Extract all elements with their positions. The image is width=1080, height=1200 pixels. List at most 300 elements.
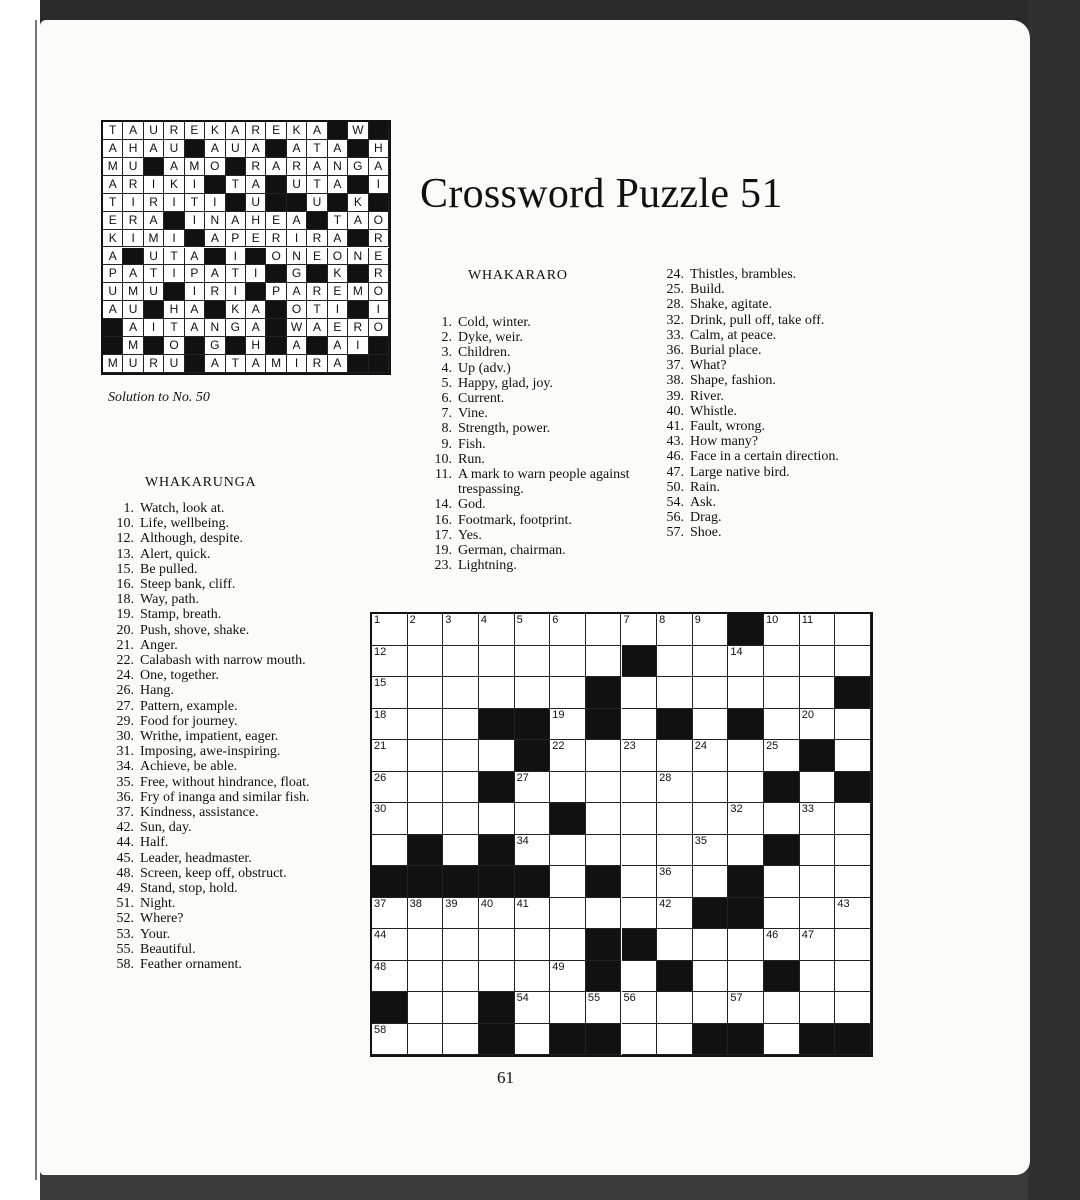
answer-square[interactable] [550,677,586,709]
solution-letter-cell: R [348,319,368,337]
clue-text: Leader, headmaster. [140,850,252,866]
clue-number: 11. [435,467,452,483]
clue-item [418,391,642,406]
answer-square[interactable] [835,709,871,741]
answer-square[interactable] [835,961,871,993]
answer-square[interactable] [586,835,622,867]
answer-square[interactable] [622,961,658,993]
answer-square[interactable] [800,677,836,709]
answer-square[interactable] [372,772,408,804]
black-square [835,1024,871,1056]
clue-number: 44. [116,835,134,851]
answer-square[interactable] [693,772,729,804]
black-square [693,898,729,930]
answer-square[interactable] [550,646,586,678]
answer-square[interactable] [372,803,408,835]
solution-letter-cell: I [287,230,307,248]
answer-square[interactable] [550,614,586,646]
answer-square[interactable] [693,677,729,709]
answer-square[interactable] [728,803,764,835]
answer-square[interactable] [835,835,871,867]
clue-item [100,820,332,835]
clue-item [418,376,642,391]
black-square [622,646,658,678]
answer-square[interactable] [443,709,479,741]
answer-square[interactable] [479,677,515,709]
solution-letter-cell: I [144,176,164,194]
solution-black-cell [144,158,164,176]
clue-number: 45. [116,850,134,866]
solution-letter-cell: O [369,212,389,230]
answer-square[interactable] [657,740,693,772]
answer-square[interactable] [657,1024,693,1056]
clue-item [100,699,332,714]
solution-letter-cell: A [185,301,205,319]
answer-square[interactable] [800,992,836,1024]
clue-item [650,525,874,540]
clue-item [650,389,874,404]
answer-square[interactable] [372,646,408,678]
solution-black-cell [369,122,389,140]
answer-square[interactable] [515,898,551,930]
answer-square[interactable] [372,614,408,646]
clue-number: 8. [441,421,452,437]
clue-number: 57. [666,525,684,541]
answer-square[interactable] [800,709,836,741]
answer-square[interactable] [657,677,693,709]
answer-square[interactable] [764,898,800,930]
answer-square[interactable] [479,740,515,772]
clue-text: Shoe. [690,525,722,541]
solution-letter-cell: M [123,337,143,355]
answer-square[interactable] [550,898,586,930]
answer-square[interactable] [693,614,729,646]
clue-number: 9. [441,436,452,452]
answer-square[interactable] [622,992,658,1024]
answer-square[interactable] [408,961,444,993]
solution-letter-cell: O [164,337,184,355]
answer-square[interactable] [586,740,622,772]
answer-square[interactable] [835,929,871,961]
answer-square[interactable] [443,961,479,993]
answer-square[interactable] [764,677,800,709]
solution-letter-cell: A [266,158,286,176]
answer-square[interactable] [657,772,693,804]
solution-letter-cell: K [328,265,348,283]
answer-square[interactable] [764,740,800,772]
clue-text: Shake, agitate. [690,297,773,313]
solution-letter-cell: T [226,355,246,373]
black-square [479,772,515,804]
answer-square[interactable] [443,898,479,930]
clue-text: Although, despite. [140,531,244,547]
answer-square[interactable] [657,866,693,898]
answer-square[interactable] [693,835,729,867]
answer-square[interactable] [657,646,693,678]
clue-text: Night. [140,896,176,912]
answer-square[interactable] [693,646,729,678]
answer-square[interactable] [443,614,479,646]
answer-square[interactable] [622,898,658,930]
answer-square[interactable] [835,866,871,898]
answer-square[interactable] [800,646,836,678]
solution-black-cell [348,176,368,194]
answer-square[interactable] [550,866,586,898]
answer-square[interactable] [479,614,515,646]
clue-item [100,531,332,546]
clue-text: One, together. [140,668,219,684]
clue-number: 30. [116,729,134,745]
solution-letter-cell: R [205,283,225,301]
clue-text: Way, path. [140,592,200,608]
clue-text: Watch, look at. [140,501,225,516]
answer-square[interactable] [408,709,444,741]
clue-item [650,510,874,525]
solution-letter-cell: P [226,230,246,248]
answer-square[interactable] [835,803,871,835]
answer-square[interactable] [728,992,764,1024]
clue-number-label: 46 [766,929,779,941]
answer-square[interactable] [657,929,693,961]
solution-black-cell [348,301,368,319]
answer-square[interactable] [408,646,444,678]
answer-square[interactable] [622,866,658,898]
answer-square[interactable] [515,961,551,993]
answer-square[interactable] [372,961,408,993]
answer-square[interactable] [550,709,586,741]
solution-black-cell [226,194,246,212]
solution-black-cell [369,194,389,212]
clue-number: 17. [434,527,452,543]
answer-square[interactable] [408,1024,444,1056]
answer-square[interactable] [693,740,729,772]
answer-square[interactable] [728,740,764,772]
clue-number: 36. [666,343,684,359]
clue-item [100,729,332,744]
solution-black-cell [266,140,286,158]
solution-black-cell [144,337,164,355]
answer-square[interactable] [764,709,800,741]
solution-letter-cell: P [266,283,286,301]
solution-letter-cell: N [328,158,348,176]
answer-square[interactable] [443,992,479,1024]
clue-number: 36. [116,789,134,805]
solution-black-cell [103,319,123,337]
answer-square[interactable] [372,835,408,867]
answer-square[interactable] [586,614,622,646]
solution-letter-cell: O [266,248,286,266]
clue-number-label: 35 [694,834,708,847]
answer-square[interactable] [728,772,764,804]
solution-letter-cell: T [226,265,246,283]
solution-letter-cell: K [103,230,123,248]
answer-square[interactable] [586,898,622,930]
answer-square[interactable] [479,961,515,993]
answer-square[interactable] [479,929,515,961]
solution-black-cell [266,176,286,194]
solution-letter-cell: U [123,355,143,373]
clue-number: 39. [666,388,684,404]
answer-square[interactable] [515,614,551,646]
answer-square[interactable] [408,929,444,961]
answer-square[interactable] [586,803,622,835]
answer-square[interactable] [443,929,479,961]
answer-square[interactable] [622,772,658,804]
answer-square[interactable] [515,835,551,867]
solution-letter-cell: N [205,212,225,230]
answer-square[interactable] [586,992,622,1024]
clue-item [650,313,874,328]
answer-square[interactable] [764,1024,800,1056]
answer-square[interactable] [515,772,551,804]
answer-square[interactable] [443,803,479,835]
clue-number-label: 28 [659,771,672,784]
answer-square[interactable] [764,866,800,898]
clue-number-label: 33 [801,803,814,815]
solution-letter-cell: A [103,140,123,158]
answer-square[interactable] [800,835,836,867]
solution-black-cell [307,337,327,355]
answer-square[interactable] [800,803,836,835]
answer-square[interactable] [515,929,551,961]
answer-square[interactable] [586,772,622,804]
answer-square[interactable] [479,898,515,930]
clue-item [650,267,874,282]
answer-square[interactable] [408,898,444,930]
black-square [764,961,800,993]
solution-letter-cell: G [287,265,307,283]
clue-item [100,851,332,866]
answer-square[interactable] [693,709,729,741]
answer-square[interactable] [800,866,836,898]
answer-square[interactable] [835,992,871,1024]
answer-square[interactable] [550,929,586,961]
answer-square[interactable] [622,1024,658,1056]
clue-item [100,911,332,926]
clue-number-label: 19 [552,708,565,721]
answer-square[interactable] [764,803,800,835]
solution-letter-cell: G [348,158,368,176]
clue-number-label: 39 [445,897,458,910]
clue-text: Hang. [140,683,174,699]
answer-square[interactable] [657,803,693,835]
answer-square[interactable] [728,646,764,678]
answer-square[interactable] [408,772,444,804]
clue-number: 1. [123,501,134,516]
answer-square[interactable] [800,614,836,646]
answer-square[interactable] [515,992,551,1024]
clue-text: Where? [140,911,184,927]
answer-square[interactable] [586,646,622,678]
solution-letter-cell: A [328,337,348,355]
answer-square[interactable] [372,929,408,961]
answer-square[interactable] [764,929,800,961]
answer-square[interactable] [657,614,693,646]
answer-square[interactable] [372,1024,408,1056]
black-square [550,803,586,835]
solution-letter-cell: A [348,212,368,230]
solution-letter-cell: A [103,301,123,319]
clue-text: Beautiful. [140,941,196,957]
answer-square[interactable] [835,646,871,678]
clue-number: 2. [441,330,452,346]
answer-square[interactable] [408,992,444,1024]
clue-item [650,480,874,495]
solution-black-cell [328,122,348,140]
answer-square[interactable] [835,614,871,646]
answer-square[interactable] [764,646,800,678]
black-square [693,1024,729,1056]
black-square [800,740,836,772]
clue-number: 31. [116,744,134,760]
solution-letter-cell: T [328,212,348,230]
clue-number-label: 15 [374,677,387,689]
solution-letter-cell: A [226,212,246,230]
answer-square[interactable] [479,803,515,835]
answer-square[interactable] [550,961,586,993]
clue-number-label: 54 [516,992,529,1004]
clue-item [418,497,642,512]
clue-text: Calm, at peace. [690,327,777,343]
page-number: 61 [497,1068,514,1087]
answer-square[interactable] [800,961,836,993]
answer-square[interactable] [728,835,764,867]
black-square [515,866,551,898]
clue-item [100,759,332,774]
answer-square[interactable] [622,677,658,709]
answer-square[interactable] [728,677,764,709]
answer-square[interactable] [800,772,836,804]
solution-letter-cell: A [205,355,225,373]
answer-square[interactable] [443,772,479,804]
answer-square[interactable] [550,772,586,804]
answer-square[interactable] [550,835,586,867]
clue-item [650,449,874,464]
answer-square[interactable] [550,740,586,772]
solution-letter-cell: R [307,355,327,373]
solution-letter-cell: A [185,319,205,337]
clue-number: 23. [434,558,452,574]
answer-square[interactable] [622,709,658,741]
solution-letter-cell: M [185,158,205,176]
answer-square[interactable] [515,1024,551,1056]
clue-number: 53. [116,926,134,942]
solution-letter-cell: I [185,283,205,301]
solution-letter-cell: R [144,355,164,373]
answer-square[interactable] [550,992,586,1024]
answer-square[interactable] [443,740,479,772]
answer-square[interactable] [622,803,658,835]
answer-square[interactable] [835,898,871,930]
answer-square[interactable] [728,961,764,993]
answer-square[interactable] [443,677,479,709]
answer-square[interactable] [408,740,444,772]
answer-square[interactable] [693,866,729,898]
clue-number: 6. [441,391,452,407]
clue-number-label: 26 [374,771,387,784]
answer-square[interactable] [622,835,658,867]
solution-letter-cell: P [185,265,205,283]
solution-letter-cell: I [246,265,266,283]
clue-number: 15. [116,561,134,577]
answer-square[interactable] [372,677,408,709]
clue-number: 26. [116,683,134,699]
answer-square[interactable] [443,1024,479,1056]
clue-text: God. [458,497,486,513]
answer-square[interactable] [408,614,444,646]
solution-letter-cell: I [123,230,143,248]
solution-letter-cell: U [164,355,184,373]
answer-square[interactable] [657,835,693,867]
answer-square[interactable] [372,740,408,772]
answer-square[interactable] [800,929,836,961]
clue-number-label: 37 [374,897,387,910]
clue-number: 37. [116,805,134,821]
answer-square[interactable] [622,614,658,646]
answer-square[interactable] [515,646,551,678]
answer-square[interactable] [408,677,444,709]
solution-letter-cell: K [348,194,368,212]
solution-black-cell [205,248,225,266]
solution-letter-cell: R [287,158,307,176]
solution-letter-cell: N [348,248,368,266]
clue-text: Screen, keep off, obstruct. [140,865,287,881]
answer-square[interactable] [693,961,729,993]
solution-letter-cell: R [164,122,184,140]
answer-square[interactable] [657,992,693,1024]
answer-square[interactable] [693,992,729,1024]
solution-letter-cell: E [103,212,123,230]
answer-square[interactable] [657,898,693,930]
scan-right-border [1028,0,1080,1200]
answer-square[interactable] [693,929,729,961]
clue-item [100,957,332,972]
black-square [764,772,800,804]
black-square [657,709,693,741]
answer-square[interactable] [764,992,800,1024]
answer-square[interactable] [372,709,408,741]
solution-black-cell [287,194,307,212]
clue-item [100,881,332,896]
answer-square[interactable] [764,614,800,646]
clue-item [100,607,332,622]
answer-square[interactable] [515,803,551,835]
clue-text: Feather ornament. [140,957,242,973]
solution-letter-cell: O [369,283,389,301]
answer-square[interactable] [479,646,515,678]
answer-square[interactable] [443,646,479,678]
solution-letter-cell: I [369,176,389,194]
solution-letter-cell: T [307,301,327,319]
answer-square[interactable] [728,929,764,961]
black-square [728,709,764,741]
answer-square[interactable] [693,803,729,835]
answer-square[interactable] [515,677,551,709]
solution-black-cell [266,265,286,283]
clue-number: 34. [116,759,134,775]
answer-square[interactable] [622,740,658,772]
solution-letter-cell: U [144,283,164,301]
solution-letter-cell: M [144,230,164,248]
clue-text: Drink, pull off, take off. [690,312,825,328]
answer-square[interactable] [443,835,479,867]
solution-letter-cell: T [164,248,184,266]
answer-square[interactable] [800,898,836,930]
answer-square[interactable] [835,740,871,772]
answer-square[interactable] [372,898,408,930]
answer-square[interactable] [408,803,444,835]
solution-letter-cell: T [144,265,164,283]
